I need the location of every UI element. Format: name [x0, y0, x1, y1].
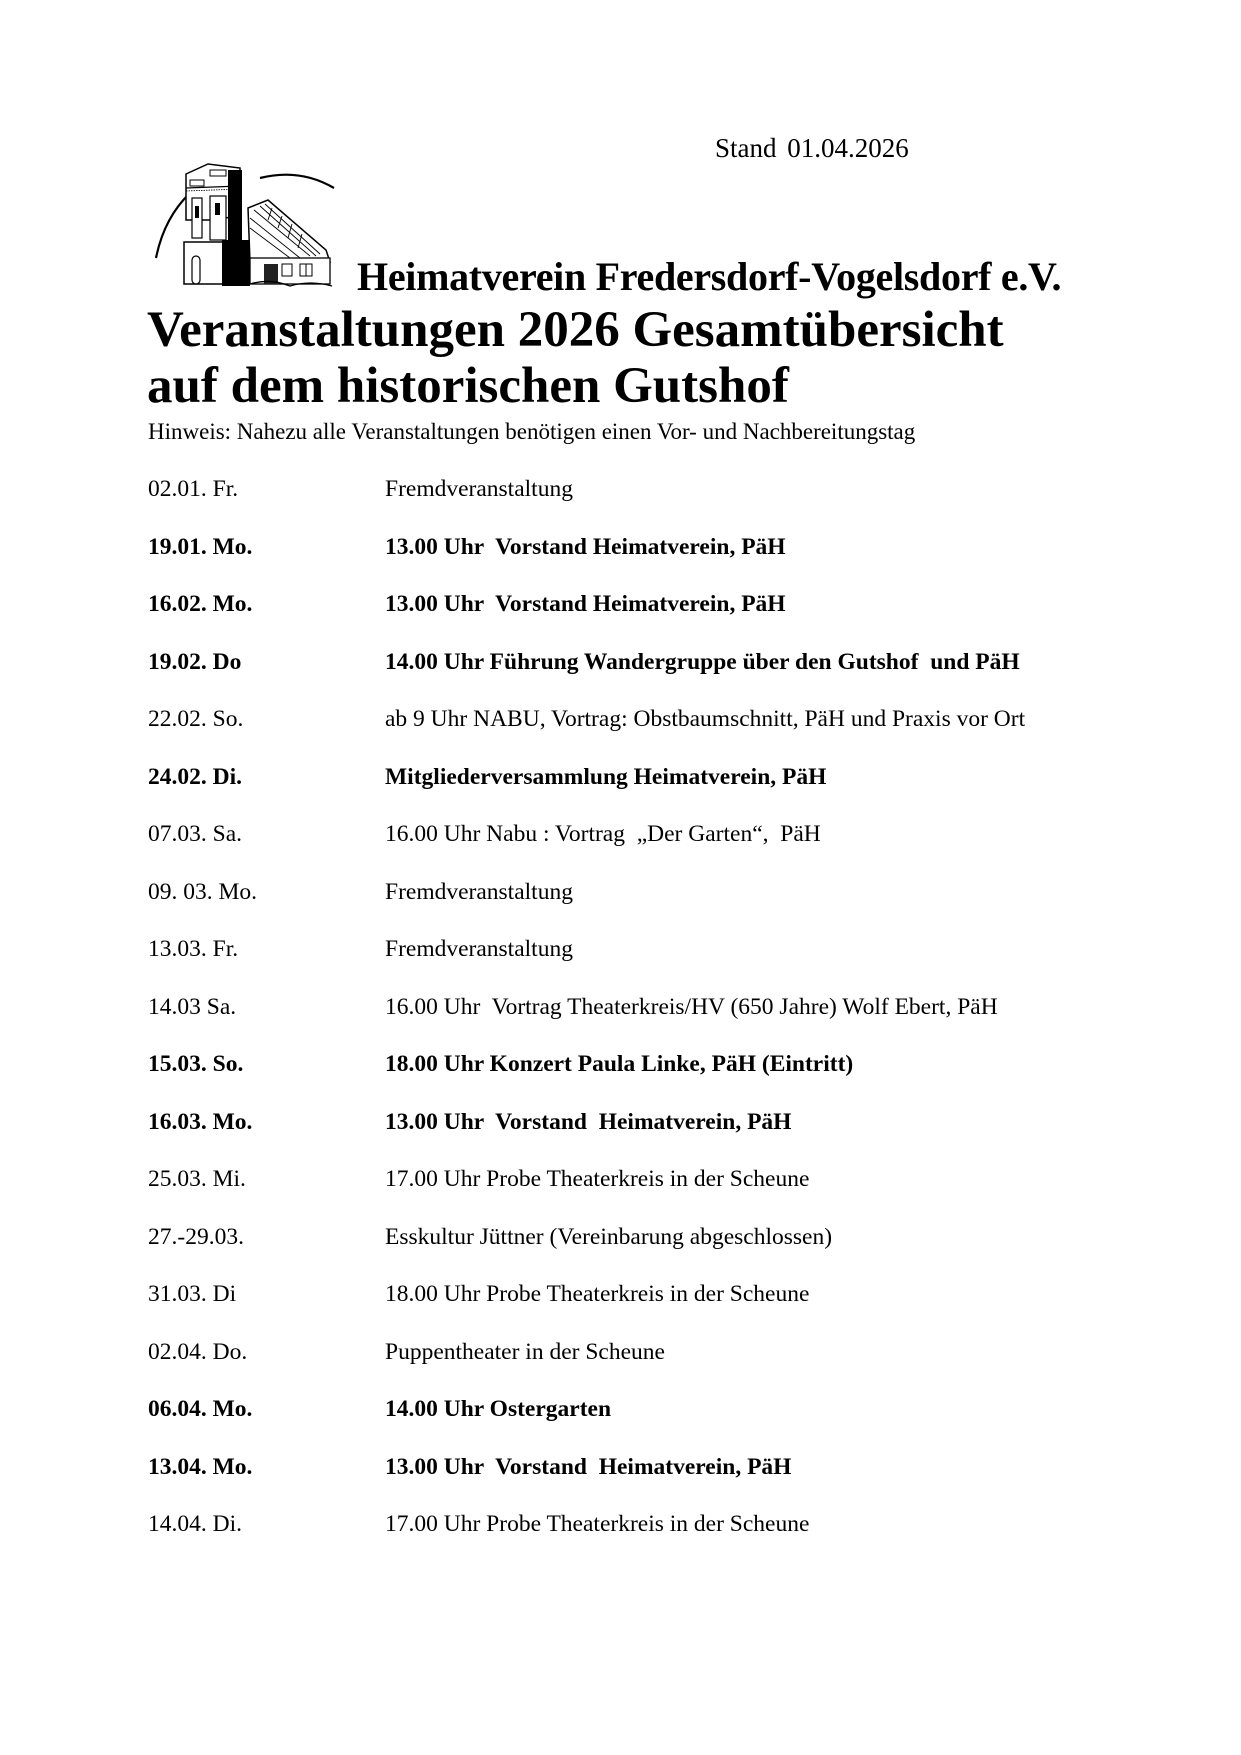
event-row	[148, 877, 1208, 935]
event-description: Mitgliederversammlung Heimatverein, PäH	[385, 763, 827, 790]
event-description: Esskultur Jüttner (Vereinbarung abgeschlossen)	[385, 1223, 833, 1250]
page-title: Veranstaltungen 2026 Gesamtübersicht	[147, 302, 1004, 358]
event-description: 18.00 Uhr Konzert Paula Linke, PäH (Eintritt)	[385, 1051, 854, 1077]
event-description: 13.00 Uhr Vorstand Heimatverein, PäH	[385, 1108, 792, 1135]
event-description: 16.00 Uhr Nabu : Vortrag „Der Garten“, PäH	[385, 821, 821, 847]
event-row	[148, 1164, 1208, 1222]
event-description: 14.00 Uhr Führung Wandergruppe über den Gutshof und PäH	[385, 648, 1020, 675]
event-row	[148, 1049, 1208, 1107]
event-row	[148, 1394, 1208, 1452]
event-description: 13.00 Uhr Vorstand Heimatverein, PäH	[385, 591, 786, 617]
event-list	[148, 474, 1208, 1567]
event-description: Fremdveranstaltung	[385, 878, 573, 905]
event-date: 14.04. Di.	[148, 1511, 242, 1537]
event-row	[148, 1337, 1208, 1395]
event-description: 14.00 Uhr Ostergarten	[385, 1396, 612, 1422]
organization-name: Heimatverein Fredersdorf-Vogelsdorf e.V.	[357, 254, 1062, 299]
event-description: ab 9 Uhr NABU, Vortrag: Obstbaumschnitt, PäH und Praxis vor Ort	[385, 706, 1026, 732]
event-row	[148, 819, 1208, 877]
event-date: 06.04. Mo.	[148, 1396, 253, 1422]
event-row	[148, 992, 1208, 1050]
event-description: 13.00 Uhr Vorstand Heimatverein, PäH	[385, 1453, 792, 1480]
event-date: 19.02. Do	[148, 648, 242, 675]
event-description: 13.00 Uhr Vorstand Heimatverein, PäH	[385, 533, 786, 560]
event-date: 14.03 Sa.	[148, 993, 237, 1020]
event-row	[148, 532, 1208, 590]
event-description: 17.00 Uhr Probe Theaterkreis in der Scheune	[385, 1166, 810, 1192]
event-row	[148, 762, 1208, 820]
hint-note: Hinweis: Nahezu alle Veranstaltungen benötigen einen Vor- und Nachbereitungstag	[148, 419, 916, 444]
event-row	[148, 474, 1208, 532]
event-row	[148, 1107, 1208, 1165]
page-subtitle: auf dem historischen Gutshof	[147, 358, 789, 414]
event-row	[148, 647, 1208, 705]
event-description: 17.00 Uhr Probe Theaterkreis in der Scheune	[385, 1511, 810, 1537]
event-row	[148, 1452, 1208, 1510]
event-row	[148, 704, 1208, 762]
event-row	[148, 1222, 1208, 1280]
event-row	[148, 934, 1208, 992]
event-date: 19.01. Mo.	[148, 533, 253, 560]
event-date: 31.03. Di	[148, 1281, 237, 1307]
event-row	[148, 589, 1208, 647]
event-date: 15.03. So.	[148, 1051, 244, 1077]
event-date: 13.03. Fr.	[148, 936, 239, 962]
event-date: 02.04. Do.	[148, 1338, 248, 1365]
event-date: 09. 03. Mo.	[148, 878, 258, 905]
event-date: 22.02. So.	[148, 706, 244, 732]
event-date: 07.03. Sa.	[148, 821, 242, 847]
event-date: 16.03. Mo.	[148, 1108, 253, 1135]
event-date: 27.-29.03.	[148, 1223, 244, 1250]
gutshof-logo-icon	[150, 158, 345, 298]
event-date: 13.04. Mo.	[148, 1453, 253, 1480]
event-description: 16.00 Uhr Vortrag Theaterkreis/HV (650 Jahre) Wolf Ebert, PäH	[385, 993, 998, 1020]
event-row	[148, 1279, 1208, 1337]
event-date: 24.02. Di.	[148, 763, 242, 790]
event-description: Fremdveranstaltung	[385, 476, 573, 502]
event-date: 02.01. Fr.	[148, 476, 239, 502]
status-date: Stand 01.04.2026	[715, 133, 909, 163]
event-row	[148, 1509, 1208, 1567]
event-description: Puppentheater in der Scheune	[385, 1338, 665, 1365]
event-date: 16.02. Mo.	[148, 591, 253, 617]
event-description: 18.00 Uhr Probe Theaterkreis in der Scheune	[385, 1281, 810, 1307]
event-description: Fremdveranstaltung	[385, 936, 573, 962]
event-date: 25.03. Mi.	[148, 1166, 246, 1192]
